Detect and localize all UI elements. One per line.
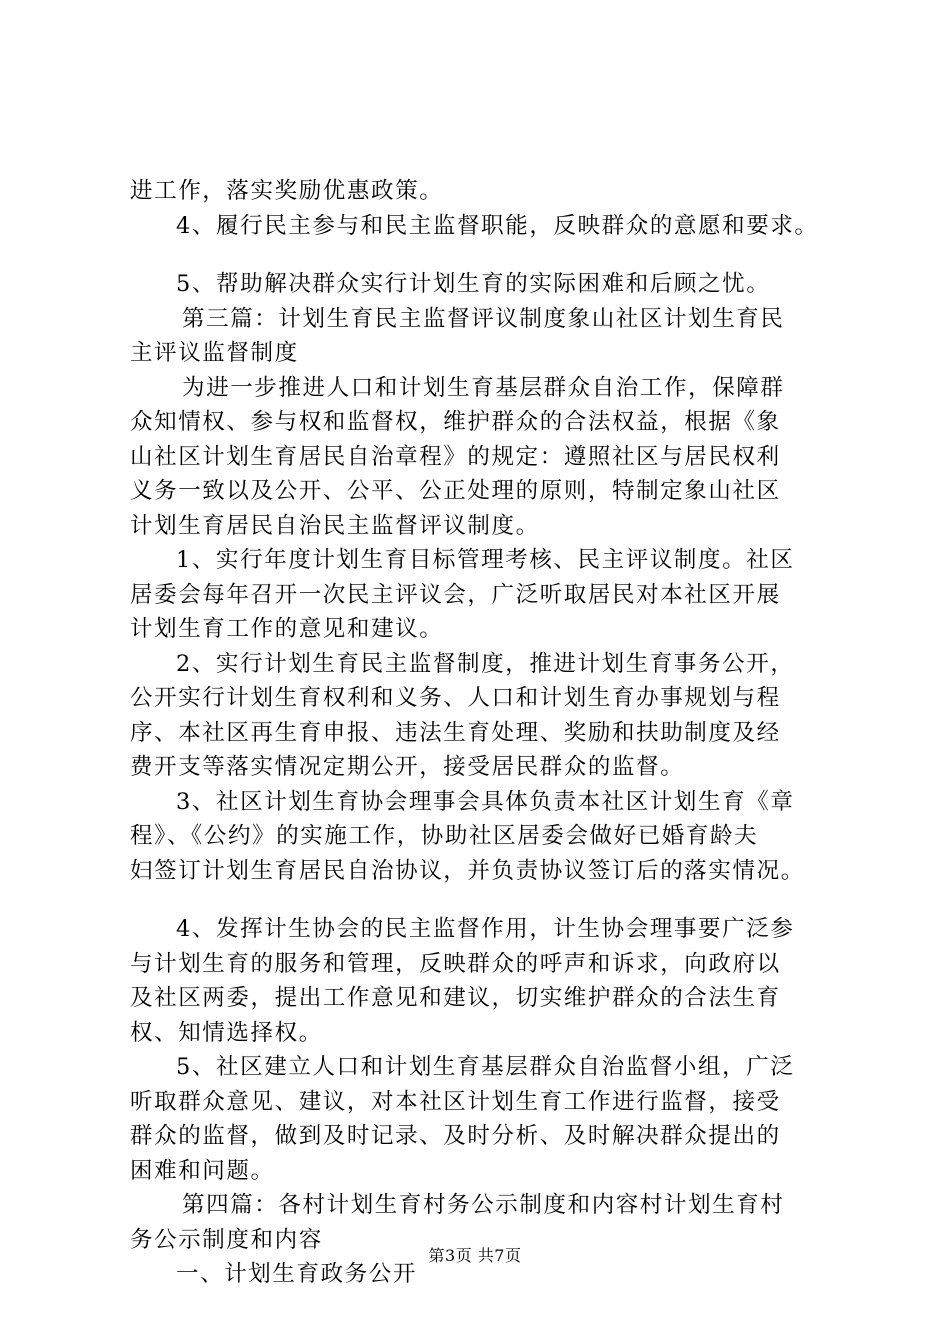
document-body (130, 174, 835, 1292)
paragraph-line: 5、社区建立人口和计划生育基层群众自治监督小组，广泛 (176, 1054, 795, 1080)
page-footer: 第3页 共7页 (428, 1246, 522, 1265)
paragraph-line: 居委会每年召开一次民主评议会，广泛听取居民对本社区开展 (130, 581, 781, 608)
paragraph-line: 计划生育居民自治民主监督评议制度。 (130, 512, 540, 539)
subsection-heading: 一、计划生育政务公开 (176, 1261, 418, 1287)
paragraph-line: 及社区两委，提出工作意见和建议，切实维护群众的合法生育 (130, 985, 781, 1011)
paragraph-line: 3、社区计划生育协会理事会具体负责本社区计划生育《章 (176, 788, 795, 815)
paragraph-line: 4、履行民主参与和民主监督职能，反映群众的意愿和要求。 (176, 212, 819, 239)
paragraph-line: 听取群众意见、建议，对本社区计划生育工作进行监督，接受 (130, 1088, 781, 1115)
section-heading-4: 第四篇：各村计划生育村务公示制度和内容村计划生育村 (182, 1192, 785, 1218)
paragraph-line: 群众的监督，做到及时记录、及时分析、及时解决群众提出的 (130, 1123, 781, 1149)
paragraph-line: 为进一步推进人口和计划生育基层群众自治工作，保障群 (182, 374, 785, 401)
paragraph-line: 程》、《公约》的实施工作，协助社区居委会做好已婚育龄夫 (130, 823, 759, 849)
paragraph-line: 2、实行计划生育民主监督制度，推进计划生育事务公开， (176, 650, 795, 677)
paragraph-line: 山社区计划生育居民自治章程》的规定：遵照社区与居民权利 (130, 443, 781, 470)
paragraph-line: 序、本社区再生育申报、违法生育处理、奖励和扶助制度及经 (130, 719, 781, 746)
paragraph-gap (130, 888, 835, 912)
paragraph-line: 权、知情选择权。 (130, 1019, 323, 1046)
paragraph-line: 与计划生育的服务和管理，反映群众的呼声和诉求，向政府以 (130, 950, 781, 977)
paragraph-line: 妇签订计划生育居民自治协议，并负责协议签订后的落实情况。 (130, 857, 805, 884)
paragraph-line: 进工作，落实奖励优惠政策。 (130, 178, 444, 204)
section-heading-4-cont: 务公示制度和内容 (130, 1226, 323, 1253)
paragraph-line: 5、帮助解决群众实行计划生育的实际困难和后顾之忧。 (176, 271, 771, 297)
paragraph-line: 众知情权、参与权和监督权，维护群众的合法权益，根据《象 (130, 409, 781, 435)
paragraph-line: 1、实行年度计划生育目标管理考核、民主评议制度。社区 (176, 547, 795, 573)
paragraph-line: 公开实行计划生育权利和义务、人口和计划生育办事规划与程 (130, 685, 781, 711)
paragraph-gap (130, 243, 835, 267)
paragraph-line: 4、发挥计生协会的民主监督作用，计生协会理事要广泛参 (176, 916, 795, 942)
section-heading-3: 第三篇：计划生育民主监督评议制度象山社区计划生育民 (182, 305, 785, 332)
paragraph-line: 义务一致以及公开、公平、公正处理的原则，特制定象山社区 (130, 478, 781, 504)
paragraph-line: 费开支等落实情况定期公开，接受居民群众的监督。 (130, 754, 685, 780)
paragraph-line: 困难和问题。 (130, 1157, 275, 1184)
paragraph-line: 计划生育工作的意见和建议。 (130, 616, 444, 642)
section-heading-3-cont: 主评议监督制度 (130, 340, 299, 366)
